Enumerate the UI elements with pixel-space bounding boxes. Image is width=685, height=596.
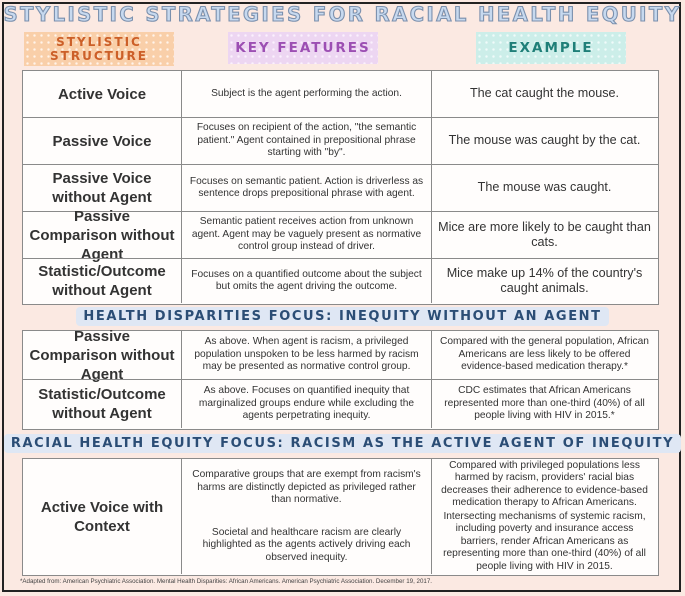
table-row [23, 459, 658, 574]
table-row [23, 165, 658, 211]
table-row [23, 380, 658, 428]
features-cell: Semantic patient receives action from unknown agent. Agent may be vaguely present as normative control group instead of driver. [181, 212, 431, 258]
features-cell: Focuses on recipient of the action, "the semantic patient." Agent contained in prepositional phrase starting with "by". [181, 118, 431, 164]
example-cell: The mouse was caught. [431, 165, 657, 211]
features-cell: As above. When agent is racism, a privileged population unspoken to be less harmed by racism may be presented as normative control group. [181, 331, 431, 379]
structure-cell: Passive Comparison without Agent [29, 327, 175, 383]
header-key-features: KEY FEATURES [228, 32, 378, 64]
header-example: EXAMPLE [476, 32, 626, 64]
features-cell [181, 459, 431, 574]
structure-cell: Active Voice with Context [40, 498, 164, 535]
section-title: RACIAL HEALTH EQUITY FOCUS: RACISM AS THE ACTIVE AGENT OF INEQUITY [4, 434, 681, 453]
structure-cell: Passive Comparison without Agent [29, 207, 175, 263]
feature-text: Comparative groups that are exempt from racism's harms are distinctly depicted as privileged rather than normative. [192, 469, 421, 505]
example-text: Compared with privileged populations less harmed by racism, providers' racial bias decreases their adherence to evidence-based medication therapy to African Americans. [441, 459, 648, 509]
structure-cell: Passive Voice without Agent [52, 170, 152, 206]
section-health-disparities [0, 307, 685, 326]
header-stylistic-structure: STYLISTIC STRUCTURE [24, 32, 174, 66]
example-cell: The mouse was caught by the cat. [431, 118, 657, 164]
features-cell: As above. Focuses on quantified inequity that marginalized groups endure while excluding the agents perpetrating inequity. [181, 380, 431, 428]
table-row [23, 71, 658, 117]
page-title: STYLISTIC STRATEGIES FOR RACIAL HEALTH EQUITY [3, 3, 682, 26]
features-cell: Focuses on semantic patient. Action is driverless as sentence drops prepositional phrase with agent. [181, 165, 431, 211]
structure-cell: Passive Voice [52, 132, 152, 150]
example-cell: Compared with the general population, African Americans are less likely to be offered evidence-based medication therapy.* [431, 331, 657, 379]
table-row [23, 118, 658, 164]
table-row [23, 207, 658, 263]
example-cell: The cat caught the mouse. [431, 71, 657, 117]
features-cell: Focuses on a quantified outcome about the subject but omits the agent driving the outcome. [181, 259, 431, 303]
features-cell: Subject is the agent performing the action. [181, 71, 431, 117]
structure-cell: Statistic/Outcome without Agent [38, 386, 166, 422]
example-cell: Mice are more likely to be caught than cats. [431, 212, 657, 258]
structure-cell: Statistic/Outcome without Agent [38, 263, 166, 299]
example-text: Intersecting mechanisms of systemic racism, including poverty and insurance access barriers, render African Americans as representing more than one-third (40%) of all people living with HIV in 2015. [443, 510, 646, 572]
structure-cell: Active Voice [57, 85, 147, 103]
section-title: HEALTH DISPARITIES FOCUS: INEQUITY WITHOUT AN AGENT [76, 307, 608, 326]
table-racial-health-equity [22, 458, 659, 576]
table-stylistic-strategies [22, 70, 659, 305]
feature-text: Societal and healthcare racism are clearly highlighted as the agents actively driving each observed inequity. [202, 526, 411, 563]
table-row [23, 327, 658, 383]
section-racial-health-equity [0, 434, 685, 453]
example-cell [431, 459, 657, 574]
example-cell: CDC estimates that African Americans represented more than one-third (40%) of all people living with HIV in 2015.* [431, 380, 657, 428]
table-health-disparities [22, 327, 659, 430]
example-cell: Mice make up 14% of the country's caught animals. [431, 259, 657, 303]
table-row [23, 259, 658, 303]
footnote: *Adapted from: American Psychiatric Association. Mental Health Disparities: African Americans. American Psychiatric Association. December 19, 2017. [20, 578, 432, 585]
